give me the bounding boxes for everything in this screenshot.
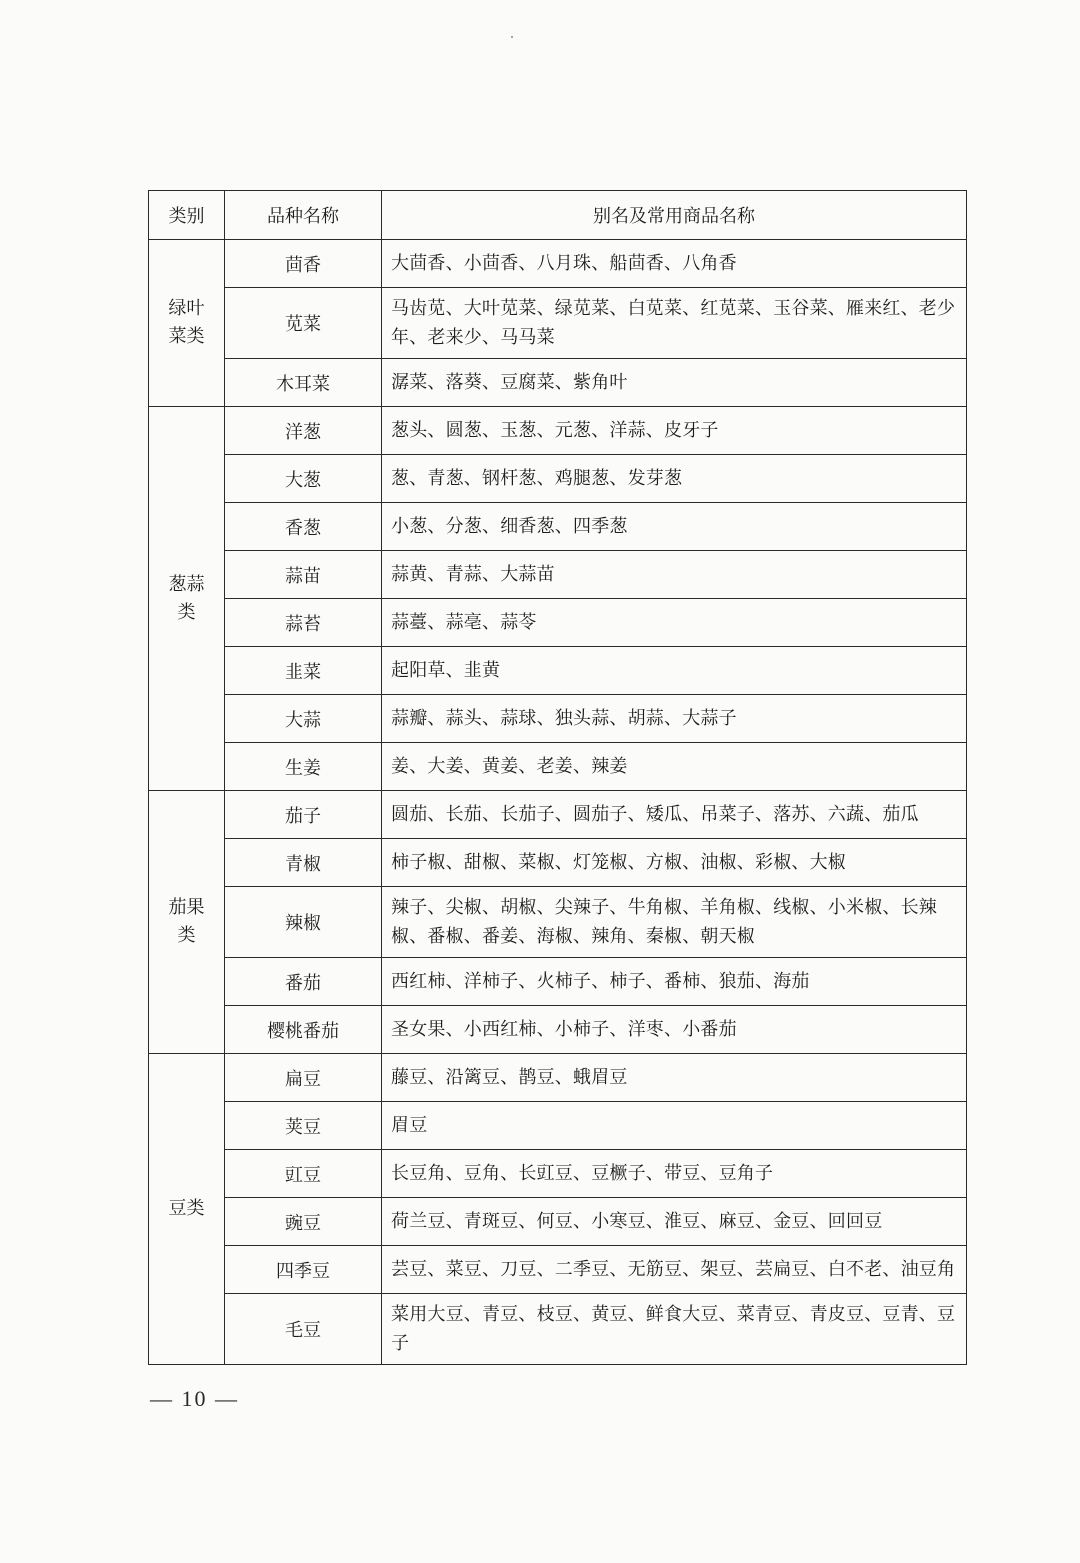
table-row bbox=[149, 839, 967, 887]
variety-cell: 番茄 bbox=[225, 958, 382, 1006]
alias-cell: 葱、青葱、钢杆葱、鸡腿葱、发芽葱 bbox=[382, 455, 967, 503]
vegetable-alias-table bbox=[148, 190, 967, 1365]
header-category: 类别 bbox=[149, 191, 225, 240]
table-row bbox=[149, 1150, 967, 1198]
table-row bbox=[149, 407, 967, 455]
alias-cell: 圣女果、小西红柿、小柿子、洋枣、小番茄 bbox=[382, 1006, 967, 1054]
variety-cell: 青椒 bbox=[225, 839, 382, 887]
alias-cell: 荷兰豆、青斑豆、何豆、小寒豆、淮豆、麻豆、金豆、回回豆 bbox=[382, 1198, 967, 1246]
alias-cell: 长豆角、豆角、长豇豆、豆橛子、带豆、豆角子 bbox=[382, 1150, 967, 1198]
alias-cell: 蒜瓣、蒜头、蒜球、独头蒜、胡蒜、大蒜子 bbox=[382, 695, 967, 743]
variety-cell: 蒜苗 bbox=[225, 551, 382, 599]
table-body bbox=[149, 240, 967, 1365]
table-row bbox=[149, 1102, 967, 1150]
table-row bbox=[149, 240, 967, 288]
alias-cell: 圆茄、长茄、长茄子、圆茄子、矮瓜、吊菜子、落苏、六蔬、茄瓜 bbox=[382, 791, 967, 839]
alias-cell: 蒜薹、蒜亳、蒜苓 bbox=[382, 599, 967, 647]
table-row bbox=[149, 551, 967, 599]
table-row bbox=[149, 599, 967, 647]
variety-cell: 大蒜 bbox=[225, 695, 382, 743]
alias-cell: 柿子椒、甜椒、菜椒、灯笼椒、方椒、油椒、彩椒、大椒 bbox=[382, 839, 967, 887]
variety-cell: 生姜 bbox=[225, 743, 382, 791]
table-row bbox=[149, 695, 967, 743]
category-cell bbox=[149, 791, 225, 1054]
alias-cell: 小葱、分葱、细香葱、四季葱 bbox=[382, 503, 967, 551]
alias-cell: 眉豆 bbox=[382, 1102, 967, 1150]
variety-cell: 毛豆 bbox=[225, 1294, 382, 1365]
alias-cell: 蒜黄、青蒜、大蒜苗 bbox=[382, 551, 967, 599]
table-row bbox=[149, 1054, 967, 1102]
table-row bbox=[149, 359, 967, 407]
variety-cell: 荚豆 bbox=[225, 1102, 382, 1150]
table-row bbox=[149, 791, 967, 839]
table-row bbox=[149, 1006, 967, 1054]
variety-cell: 香葱 bbox=[225, 503, 382, 551]
table-row bbox=[149, 455, 967, 503]
category-cell bbox=[149, 407, 225, 791]
alias-cell: 辣子、尖椒、胡椒、尖辣子、牛角椒、羊角椒、线椒、小米椒、长辣椒、番椒、番姜、海椒、辣角、秦椒、朝天椒 bbox=[382, 887, 967, 958]
variety-cell: 韭菜 bbox=[225, 647, 382, 695]
table-header-row bbox=[149, 191, 967, 240]
category-label: 绿叶菜类 bbox=[168, 298, 205, 347]
table-row bbox=[149, 1246, 967, 1294]
alias-cell: 潺菜、落葵、豆腐菜、紫角叶 bbox=[382, 359, 967, 407]
category-label: 茄果类 bbox=[168, 897, 205, 946]
alias-cell: 葱头、圆葱、玉葱、元葱、洋蒜、皮牙子 bbox=[382, 407, 967, 455]
header-alias: 别名及常用商品名称 bbox=[382, 191, 967, 240]
category-label: 葱蒜类 bbox=[168, 573, 205, 623]
table-row bbox=[149, 647, 967, 695]
table-row bbox=[149, 958, 967, 1006]
table-row bbox=[149, 288, 967, 359]
variety-cell: 大葱 bbox=[225, 455, 382, 503]
variety-cell: 扁豆 bbox=[225, 1054, 382, 1102]
alias-cell: 姜、大姜、黄姜、老姜、辣姜 bbox=[382, 743, 967, 791]
variety-cell: 樱桃番茄 bbox=[225, 1006, 382, 1054]
variety-cell: 豌豆 bbox=[225, 1198, 382, 1246]
page-number: — 10 — bbox=[150, 1386, 239, 1411]
alias-cell: 藤豆、沿篱豆、鹊豆、蛾眉豆 bbox=[382, 1054, 967, 1102]
variety-cell: 蒜苔 bbox=[225, 599, 382, 647]
alias-cell: 芸豆、菜豆、刀豆、二季豆、无筋豆、架豆、芸扁豆、白不老、油豆角 bbox=[382, 1246, 967, 1294]
table-row bbox=[149, 887, 967, 958]
alias-cell: 起阳草、韭黄 bbox=[382, 647, 967, 695]
table-row bbox=[149, 1294, 967, 1365]
category-label: 豆类 bbox=[168, 1198, 205, 1219]
category-cell bbox=[149, 240, 225, 407]
variety-cell: 洋葱 bbox=[225, 407, 382, 455]
header-variety: 品种名称 bbox=[225, 191, 382, 240]
variety-cell: 豇豆 bbox=[225, 1150, 382, 1198]
table-row bbox=[149, 503, 967, 551]
variety-cell: 茴香 bbox=[225, 240, 382, 288]
alias-cell: 马齿苋、大叶苋菜、绿苋菜、白苋菜、红苋菜、玉谷菜、雁来红、老少年、老来少、马马菜 bbox=[382, 288, 967, 359]
alias-cell: 西红柿、洋柿子、火柿子、柿子、番柿、狼茄、海茄 bbox=[382, 958, 967, 1006]
variety-cell: 木耳菜 bbox=[225, 359, 382, 407]
variety-cell: 苋菜 bbox=[225, 288, 382, 359]
variety-cell: 四季豆 bbox=[225, 1246, 382, 1294]
variety-cell: 茄子 bbox=[225, 791, 382, 839]
scan-speck bbox=[511, 36, 513, 38]
alias-cell: 菜用大豆、青豆、枝豆、黄豆、鲜食大豆、菜青豆、青皮豆、豆青、豆子 bbox=[382, 1294, 967, 1365]
alias-cell: 大茴香、小茴香、八月珠、船茴香、八角香 bbox=[382, 240, 967, 288]
variety-cell: 辣椒 bbox=[225, 887, 382, 958]
category-cell bbox=[149, 1054, 225, 1365]
table-row bbox=[149, 1198, 967, 1246]
table-row bbox=[149, 743, 967, 791]
